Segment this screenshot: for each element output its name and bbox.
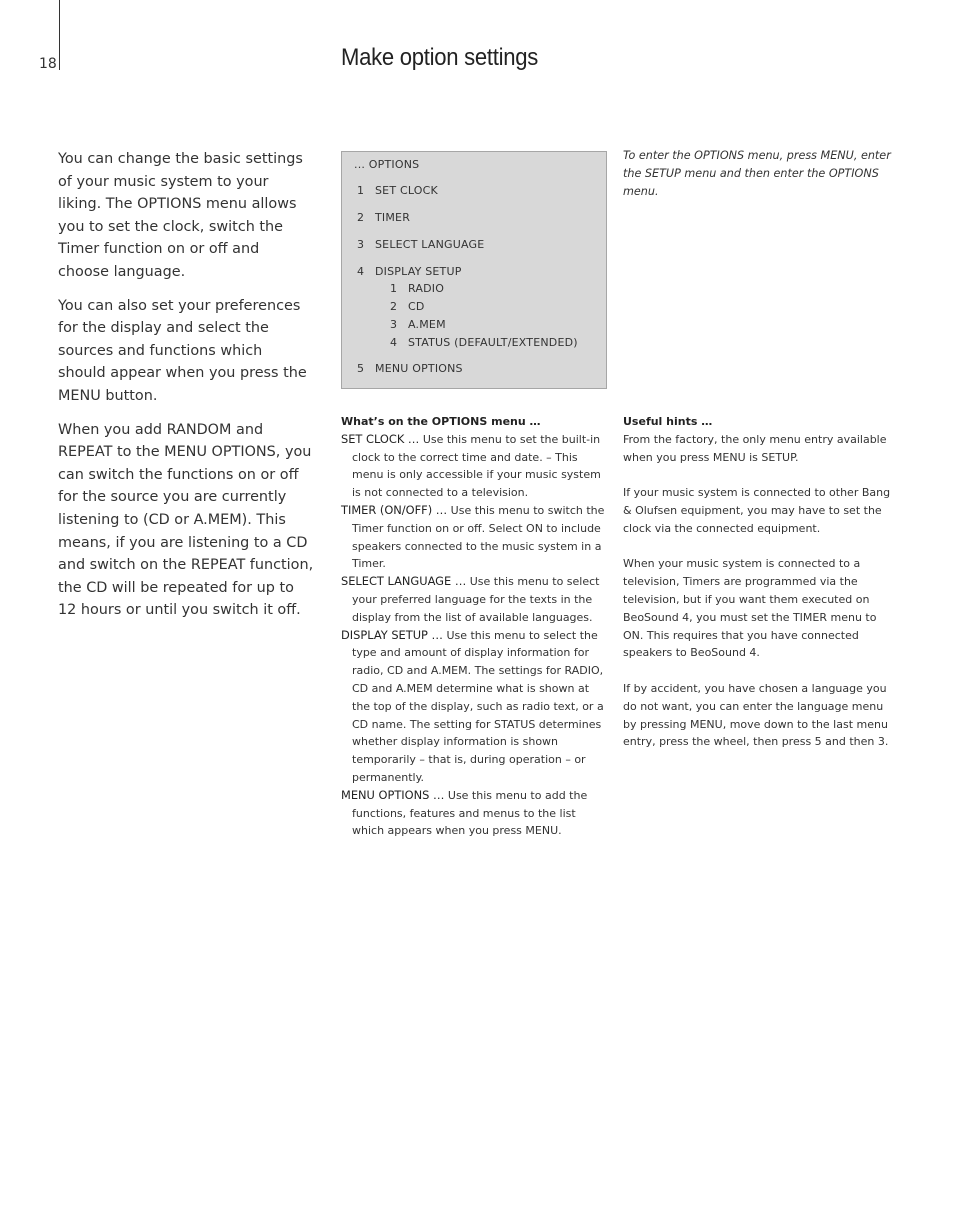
page-number: 18 [39,56,57,72]
entry-text: Use this menu to add the functions, features and menus to the list which appears when you press MENU. [352,788,588,838]
submenu-item [390,336,578,349]
menu-entry-description [341,627,609,787]
menu-item-number: 3 [357,238,365,251]
menu-header: ... OPTIONS [354,158,420,171]
menu-item-label: SET CLOCK [375,184,438,197]
menu-entry-description [341,502,609,573]
margin-rule [59,0,60,70]
submenu-item-label: RADIO [408,282,445,295]
entry-text: Use this menu to switch the Timer function on or off. Select ON to include speakers connected to the music system in a Timer. [352,503,605,571]
hint-paragraph: If your music system is connected to other Bang & Olufsen equipment, you may have to set the clock via the connected equipment. [623,486,891,535]
menu-item-label: SELECT LANGUAGE [375,238,485,251]
entry-term: DISPLAY SETUP … [341,627,443,642]
entry-term: MENU OPTIONS … [341,787,445,802]
menu-item-number: 4 [357,265,365,278]
menu-item [357,184,438,197]
entry-term: SELECT LANGUAGE … [341,574,467,589]
submenu-item-number: 1 [390,282,398,295]
section-heading: Useful hints … [623,415,713,428]
intro-paragraph: You can change the basic settings of your music system to your liking. The OPTIONS menu allows you to set the clock, switch the Timer function on or off and choose language. [58,151,303,280]
submenu-item-label: A.MEM [408,318,446,331]
entry-term: TIMER (ON/OFF) … [341,502,448,517]
submenu-item [390,318,446,331]
menu-item-label: TIMER [375,211,411,224]
intro-text [58,148,314,633]
hint-paragraph: From the factory, the only menu entry available when you press MENU is SETUP. [623,432,887,464]
submenu-item-number: 4 [390,336,398,349]
options-menu-description [341,413,609,840]
instruction-note: To enter the OPTIONS menu, press MENU, enter the SETUP menu and then enter the OPTIONS menu. [623,149,891,198]
menu-item [357,211,410,224]
entry-text: Use this menu to select your preferred language for the texts in the display from the list of available languages. [352,575,600,624]
menu-item-number: 1 [357,184,365,197]
submenu-item-number: 2 [390,300,398,313]
entry-text: Use this menu to set the built-in clock to the correct time and date. – This menu is only accessible if your music system is not connected to a television. [352,432,601,500]
menu-item-label: MENU OPTIONS [375,362,463,375]
submenu-item-label: STATUS (DEFAULT/EXTENDED) [408,336,578,349]
options-menu-display [341,151,607,389]
page-title: Make option settings [341,44,539,71]
menu-entry-description [341,431,609,502]
section-heading: What’s on the OPTIONS menu … [341,415,541,428]
menu-item [357,265,462,278]
entry-term: SET CLOCK … [341,431,420,446]
useful-hints [623,413,895,769]
intro-paragraph: When you add RANDOM and REPEAT to the MENU OPTIONS, you can switch the functions on or off for the source you are currently listening to (CD or A.MEM). This means, if you are listening to a CD and switch on the REPEAT function, the CD will be repeated for up to 12 hours or until you switch it off. [58,421,314,619]
menu-entry-description [341,573,609,626]
submenu-item [390,300,425,313]
submenu-item [390,282,444,295]
hint-paragraph: When your music system is connected to a television, Timers are programmed via the television, but if you want them executed on BeoSound 4, you must set the TIMER menu to ON. This requires that you have connected speakers to BeoSound 4. [623,557,877,660]
menu-item [357,238,484,251]
menu-item-number: 2 [357,211,365,224]
menu-entry-description [341,787,609,840]
menu-item-label: DISPLAY SETUP [375,265,462,278]
entry-text: Use this menu to select the type and amount of display information for radio, CD and A.MEM. The settings for RADIO, CD and A.MEM determine what is shown at the top of the display, such as radio text, or a CD name. The setting for STATUS determines whether display information is shown temporarily – that is, during operation – or permanently. [352,628,604,784]
intro-paragraph: You can also set your preferences for the display and select the sources and functions which should appear when you press the MENU button. [58,297,307,404]
submenu-item-number: 3 [390,318,398,331]
menu-item-number: 5 [357,362,365,375]
submenu-item-label: CD [408,300,425,313]
menu-item [357,362,463,375]
hint-paragraph: If by accident, you have chosen a language you do not want, you can enter the language menu by pressing MENU, move down to the last menu entry, press the wheel, then press 5 and then 3. [623,681,889,749]
